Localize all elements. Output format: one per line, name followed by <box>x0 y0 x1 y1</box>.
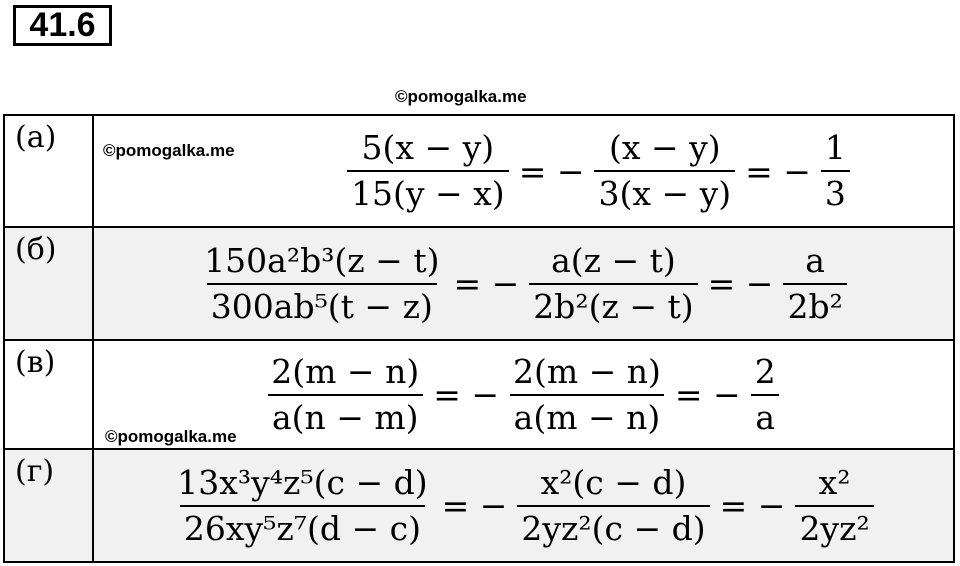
equation-cell-a <box>93 115 954 227</box>
denominator: a(m − n) <box>510 394 665 438</box>
equals-minus: = − <box>433 375 499 414</box>
row-label-a: (а) <box>4 115 93 227</box>
watermark-row-a: ©pomogalka.me <box>103 141 235 160</box>
equation-a <box>94 116 953 226</box>
fraction-g-1 <box>173 463 431 549</box>
denominator: a(n − m) <box>268 394 423 438</box>
fraction-b-2 <box>529 241 697 327</box>
fraction-v-1 <box>267 352 423 438</box>
equation-b <box>94 228 953 339</box>
equals-minus: = − <box>441 486 508 525</box>
table-row-a <box>4 115 954 227</box>
fraction-b-1 <box>200 241 443 327</box>
denominator: a <box>751 394 779 438</box>
denominator: 15(y − x) <box>347 170 509 214</box>
denominator: 2yz²(c − d) <box>517 505 709 549</box>
equals-minus: = − <box>745 151 811 191</box>
fraction-a-3 <box>821 128 850 214</box>
equation-g <box>94 450 953 561</box>
equals-minus: = − <box>719 486 786 525</box>
row-label-b: (б) <box>4 227 93 340</box>
equals-minus: = − <box>674 375 741 414</box>
fraction-g-3 <box>795 463 873 549</box>
fraction-a-2 <box>594 128 735 214</box>
numerator: 13x³y⁴z⁵(c − d) <box>177 462 428 502</box>
denominator: 2b²(z − t) <box>529 283 697 327</box>
numerator: a(z − t) <box>551 240 676 280</box>
denominator: 3(x − y) <box>594 170 735 214</box>
row-label-g: (г) <box>4 449 93 562</box>
fraction-b-3 <box>783 241 846 327</box>
solution-table <box>3 114 955 563</box>
fraction-a-1 <box>347 128 509 214</box>
numerator: 2(m − n) <box>271 351 420 391</box>
watermark-top: ©pomogalka.me <box>395 87 527 106</box>
row-label-v: (в) <box>4 340 93 449</box>
denominator: 300ab⁵(t − z) <box>207 283 437 327</box>
numerator: 5(x − y) <box>361 128 495 167</box>
numerator: (x − y) <box>608 128 721 167</box>
denominator: 2b² <box>783 283 846 327</box>
equals-minus: = − <box>707 264 774 303</box>
equation-cell-g <box>93 449 954 562</box>
numerator: 1 <box>824 128 846 167</box>
numerator: 2 <box>754 351 776 391</box>
watermark-row-v: ©pomogalka.me <box>105 427 237 446</box>
numerator: x²(c − d) <box>540 462 687 502</box>
numerator: x² <box>818 462 851 502</box>
fraction-v-2 <box>509 352 665 438</box>
fraction-v-3 <box>751 352 780 438</box>
denominator: 2yz² <box>795 505 873 549</box>
denominator: 3 <box>821 170 850 214</box>
fraction-g-2 <box>517 463 709 549</box>
equals-minus: = − <box>518 151 585 191</box>
numerator: 2(m − n) <box>513 351 661 391</box>
table-row-g <box>4 449 954 562</box>
problem-number: 41.6 <box>13 5 112 46</box>
numerator: a <box>805 240 825 280</box>
equation-cell-b <box>93 227 954 340</box>
denominator: 26xy⁵z⁷(d − c) <box>180 505 425 549</box>
table-row-b <box>4 227 954 340</box>
equals-minus: = − <box>453 264 520 303</box>
numerator: 150a²b³(z − t) <box>204 240 440 280</box>
